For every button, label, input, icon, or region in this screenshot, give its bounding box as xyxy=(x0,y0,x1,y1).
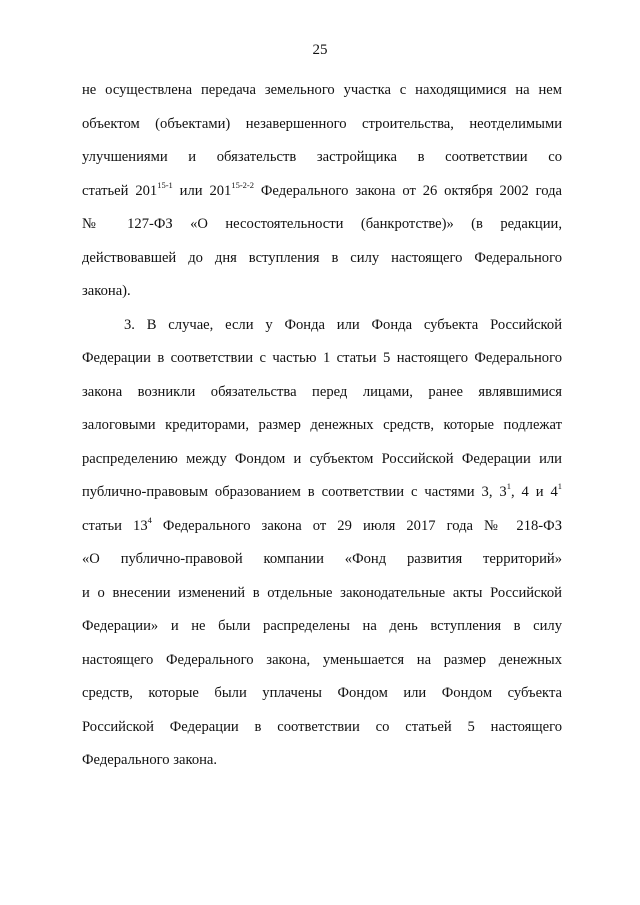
text-segment: № 127-ФЗ «О несостоятельности (банкротстве)» (в редакции, xyxy=(82,216,562,232)
text-segment: , 4 и 4 xyxy=(510,484,558,500)
text-line xyxy=(82,409,562,443)
superscript: 1 xyxy=(506,481,511,492)
text-line xyxy=(82,577,562,611)
text-segment: Федерации» и не были распределены на день вступления в силу xyxy=(82,618,562,634)
text-segment: улучшениями и обязательств застройщика в соответствии со xyxy=(82,149,562,165)
text-segment: статьи 13 xyxy=(82,517,148,534)
text-segment: закона). xyxy=(82,283,131,299)
text-line xyxy=(82,610,562,644)
text-line xyxy=(82,242,562,276)
text-segment: закона возникли обязательства перед лицами, ранее являвшимися xyxy=(82,383,562,400)
text-segment: Федерального закона от 26 октября 2002 года xyxy=(254,182,563,199)
text-line xyxy=(82,275,562,309)
text-line xyxy=(82,476,562,510)
text-line xyxy=(82,677,562,711)
text-segment: Федерального закона. xyxy=(82,752,218,768)
text-line xyxy=(82,141,562,175)
text-segment: объектом (объектами) незавершенного строительства, неотделимыми xyxy=(82,115,562,132)
text-segment: и о внесении изменений в отдельные законодательные акты Российской xyxy=(82,584,562,601)
text-segment: средств, которые были уплачены Фондом или Фондом субъекта xyxy=(82,685,562,701)
text-segment: 3. В случае, если у Фонда или Фонда субъекта Российской xyxy=(124,316,562,333)
text-segment: залоговыми кредиторами, размер денежных средств, которые подлежат xyxy=(82,417,562,433)
text-segment: или 201 xyxy=(172,182,232,199)
text-line xyxy=(82,443,562,477)
paragraph-2 xyxy=(82,309,562,778)
text-segment: статьей 201 xyxy=(82,182,158,199)
text-line xyxy=(82,510,562,544)
text-line xyxy=(82,376,562,410)
superscript: 4 xyxy=(147,514,152,525)
text-segment: публично-правовым образованием в соответствии с частями 3, 3 xyxy=(82,484,507,500)
text-line xyxy=(82,342,562,376)
text-segment: «О публично-правовой компании «Фонд развития территорий» xyxy=(82,551,562,567)
text-segment: Российской Федерации в соответствии со статьей 5 настоящего xyxy=(82,718,562,735)
text-segment: не осуществлена передача земельного участка с находящимися на нем xyxy=(82,82,562,98)
text-line xyxy=(82,644,562,678)
paragraph-1 xyxy=(82,74,562,309)
text-line xyxy=(82,74,562,108)
page-number: 25 xyxy=(312,42,328,58)
text-line xyxy=(82,309,562,343)
text-segment: Федерального закона от 29 июля 2017 года № 218-ФЗ xyxy=(151,517,562,534)
text-line xyxy=(82,208,562,242)
text-line xyxy=(82,175,562,209)
superscript: 15-2-2 xyxy=(231,179,255,190)
superscript: 15-1 xyxy=(157,179,173,190)
text-segment: распределению между Фондом и субъектом Российской Федерации или xyxy=(82,450,562,467)
text-segment: настоящего Федерального закона, уменьшается на размер денежных xyxy=(82,651,562,668)
text-segment: действовавшей до дня вступления в силу настоящего Федерального xyxy=(82,249,562,266)
text-line xyxy=(82,543,562,577)
text-segment: Федерации в соответствии с частью 1 статьи 5 настоящего Федерального xyxy=(82,350,562,366)
document-body xyxy=(82,74,562,778)
text-line xyxy=(82,744,562,778)
text-line xyxy=(82,711,562,745)
text-line xyxy=(82,108,562,142)
superscript: 1 xyxy=(557,481,562,492)
